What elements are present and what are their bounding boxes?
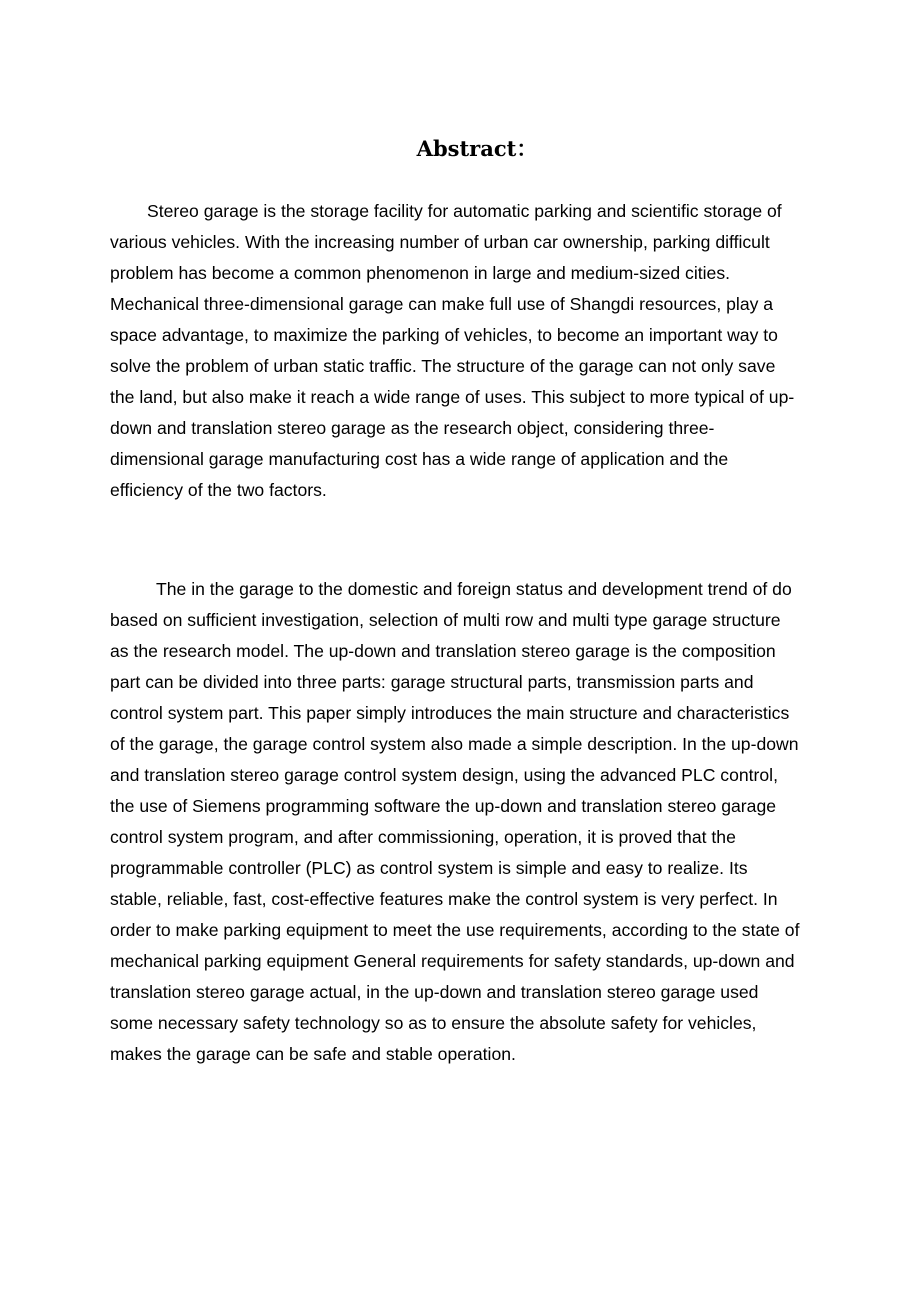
abstract-paragraph-1: Stereo garage is the storage facility for automatic parking and scientific storage of various vehicles. With the increasing number of urban car ownership, parking difficult problem has become a common phenomenon in large and medium-sized cities. Mechanical three-dimensional garage can make full use of Shangdi resources, play a space advantage, to maximize the parking of vehicles, to become an important way to solve the problem of urban static traffic. The structure of the garage can not only save the land, but also make it reach a wide range of uses. This subject to more typical of up-down and translation stereo garage as the research object, considering three-dimensional garage manufacturing cost has a wide range of application and the efficiency of the two factors. — [110, 201, 795, 500]
abstract-paragraph-2: The in the garage to the domestic and foreign status and development trend of do based on sufficient investigation, selection of multi row and multi type garage structure as the research model. The up-down and translation stereo garage is the composition part can be divided into three parts: garage structural parts, transmission parts and control system part. This paper simply introduces the main structure and characteristics of the garage, the garage control system also made a simple description. In the up-down and translation stereo garage control system design, using the advanced PLC control, the use of Siemens programming software the up-down and translation stereo garage control system program, and after commissioning, operation, it is proved that the programmable controller (PLC) as control system is simple and easy to realize. Its stable, reliable, fast, cost-effective features make the control system is very perfect. In order to make parking equipment to meet the use requirements, according to the state of mechanical parking equipment General requirements for safety standards, up-down and translation stereo garage actual, in the up-down and translation stereo garage used some necessary safety technology so as to ensure the absolute safety for vehicles, makes the garage can be safe and stable operation. — [110, 579, 800, 1064]
abstract-title: Abstract： — [416, 136, 538, 161]
